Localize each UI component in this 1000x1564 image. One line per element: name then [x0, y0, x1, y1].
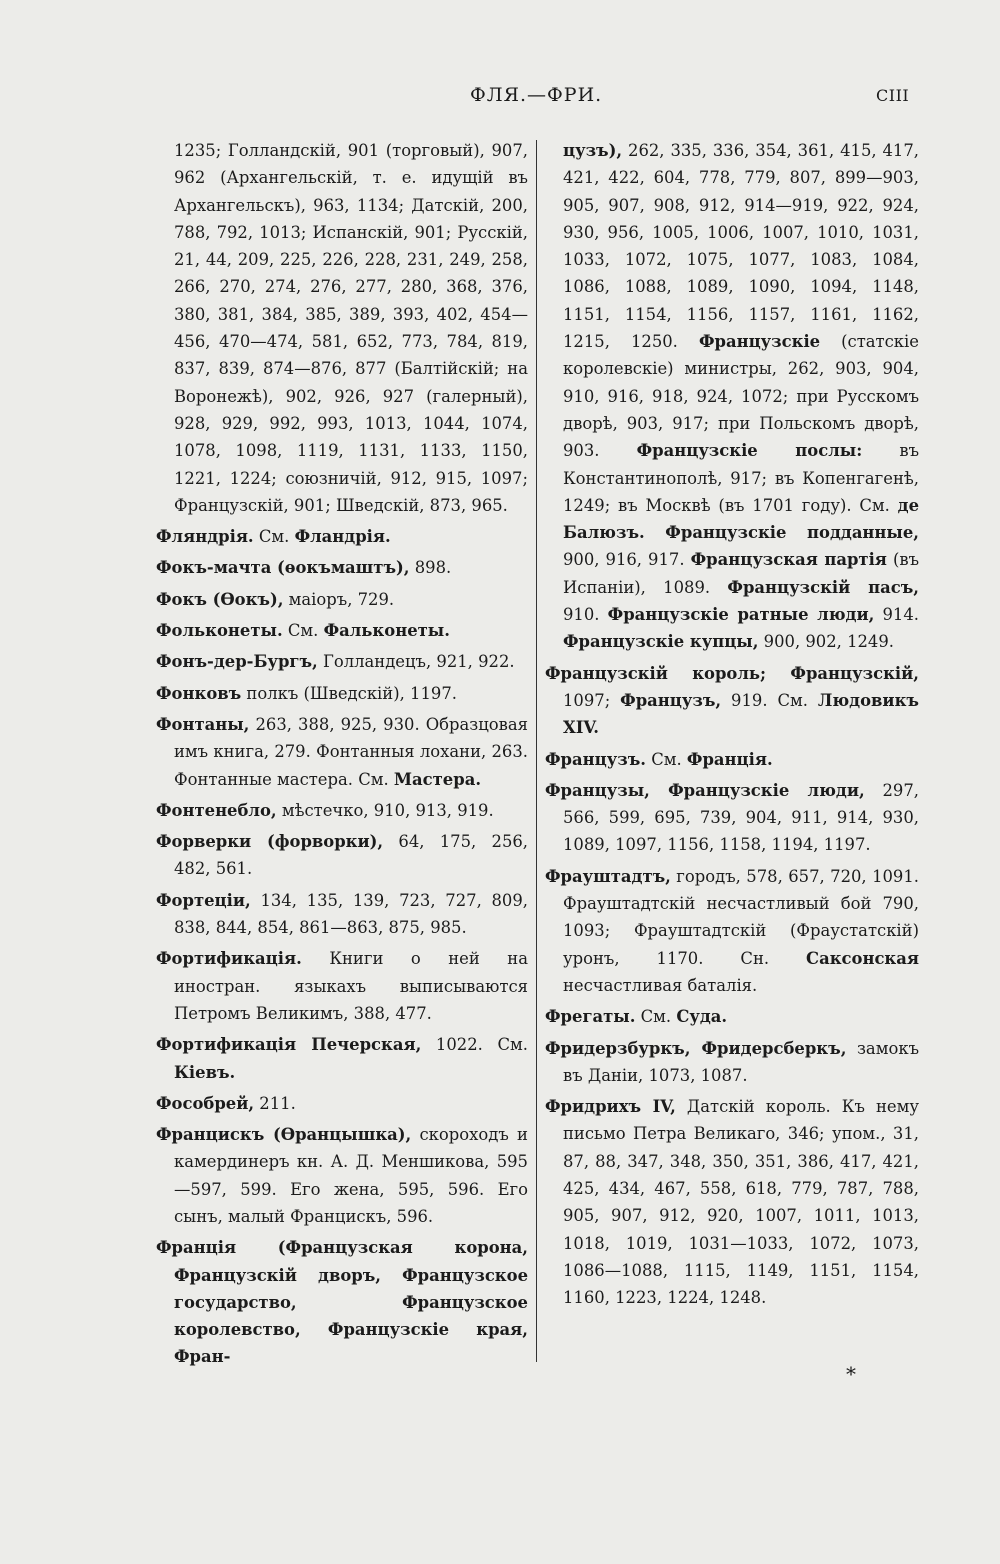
end-mark: *: [846, 1362, 856, 1386]
index-entry: Франція (Французская корона, Французскій дворъ, Французское государство, Французское королевство, Французскіе края, Фран-: [156, 1238, 528, 1367]
index-entry: Французъ. См. Франція.: [545, 749, 773, 769]
running-header: [0, 84, 1000, 114]
index-entry: Фокъ (Ѳокъ), маіоръ, 729.: [156, 589, 395, 609]
column-divider: [536, 140, 537, 1362]
index-entry: Фортификація Печерская, 1022. См. Кіевъ.: [156, 1035, 528, 1082]
index-entry: Фонтенебло, мѣстечко, 910, 913, 919.: [156, 800, 494, 820]
index-entry: Фрауштадтъ, городъ, 578, 657, 720, 1091. Фрауштадтскій несчастливый бой 790, 1093; Фрауштадтскій (Фраустатскій) уронъ, 1170. Сн. Саксонская несчастливая баталія.: [545, 866, 919, 995]
index-entry: Фокъ-мачта (ѳокъмаштъ), 898.: [156, 558, 452, 578]
index-entry: Фонъ-дер-Бургъ, Голландецъ, 921, 922.: [156, 652, 515, 672]
index-entry: Французы, Французскіе люди, 297, 566, 599, 695, 739, 904, 911, 914, 930, 1089, 1097, 1156, 1158, 1194, 1197.: [545, 780, 919, 855]
index-entry: Фольконеты. См. Фальконеты.: [156, 621, 450, 641]
index-entry: Форверки (форворки), 64, 175, 256, 482, 561.: [156, 832, 529, 879]
index-entry: Фонковъ полкъ (Шведскій), 1197.: [156, 683, 457, 703]
index-entry: Францискъ (Ѳранцышка), скороходъ и камердинеръ кн. А. Д. Меншикова, 595—597, 599. Его жена, 595, 596. Его сынъ, малый Францискъ, 596.: [156, 1125, 528, 1226]
index-entry: Фрегаты. См. Суда.: [545, 1007, 728, 1027]
index-entry: Фортеціи, 134, 135, 139, 723, 727, 809, 838, 844, 854, 861—863, 875, 985.: [156, 890, 528, 938]
right-column: [545, 137, 919, 1315]
index-entry: Фонтаны, 263, 388, 925, 930. Образцовая имъ книга, 279. Фонтанныя лохани, 263. Фонтанные мастера. См. Мастера.: [156, 714, 528, 789]
page-number: CIII: [876, 86, 910, 105]
index-entry: Французскій король; Французскій, 1097; Французъ, 919. См. Людовикъ XIV.: [545, 663, 919, 738]
running-title: ФЛЯ.—ФРИ.: [470, 84, 603, 106]
index-entry: Фляндрія. См. Фландрія.: [156, 527, 391, 547]
index-entry-continued: 1235; Голландскій, 901 (торговый), 907, 962 (Архангельскій, т. е. идущій въ Архангельскъ), 963, 1134; Датскій, 200, 788, 792, 1013; Испанскій, 901; Русскій, 21, 44, 209, 225, 226, 228, 231, 249, 258, 266, 270, 274, 276, 277, 280, 368, 376, 380, 381, 384, 385, 389, 393, 402, 454—456, 470—474, 581, 652, 773, 784, 819, 837, 839, 874—876, 877 (Балтійскій; на Воронежѣ), 902, 926, 927 (галерный), 928, 929, 992, 993, 1013, 1044, 1074, 1078, 1098, 1119, 1131, 1133, 1150, 1221, 1224; союзничій, 912, 915, 1097; Французскій, 901; Шведскій, 873, 965.: [174, 141, 528, 515]
index-entry: Фридрихъ IV, Датскій король. Къ нему письмо Петра Великаго, 346; упом., 31, 87, 88, 347, 348, 350, 351, 386, 417, 421, 425, 434, 467, 558, 618, 779, 787, 788, 905, 907, 912, 920, 1007, 1011, 1013, 1018, 1019, 1031—1033, 1072, 1073, 1086—1088, 1115, 1149, 1151, 1154, 1160, 1223, 1224, 1248.: [545, 1097, 919, 1308]
index-entry: Фортификація. Книги о ней на иностран. языкахъ выписываются Петромъ Великимъ, 388, 477.: [156, 949, 528, 1023]
index-entry: Фридерзбуркъ, Фридерсберкъ, замокъ въ Даніи, 1073, 1087.: [545, 1038, 919, 1085]
index-entry-continued: цузъ), 262, 335, 336, 354, 361, 415, 417, 421, 422, 604, 778, 779, 807, 899—903, 905, 907, 908, 912, 914—919, 922, 924, 930, 956, 1005, 1006, 1007, 1010, 1031, 1033, 1072, 1075, 1077, 1083, 1084, 1086, 1088, 1089, 1090, 1094, 1148, 1151, 1154, 1156, 1157, 1161, 1162, 1215, 1250. Французскіе (статскіе королевскіе) министры, 262, 903, 904, 910, 916, 918, 924, 1072; при Русскомъ дворѣ, 903, 917; при Польскомъ дворѣ, 903. Французскіе послы: въ Константинополѣ, 917; въ Копенгагенѣ, 1249; въ Москвѣ (въ 1701 году). См. де Балюзъ. Французскіе подданные, 900, 916, 917. Французская партія (въ Испаніи), 1089. Французскій пасъ, 910. Французскіе ратные люди, 914. Французскіе купцы, 900, 902, 1249.: [563, 141, 920, 652]
index-entry: Фособрей, 211.: [156, 1093, 296, 1113]
left-column: [156, 137, 528, 1375]
